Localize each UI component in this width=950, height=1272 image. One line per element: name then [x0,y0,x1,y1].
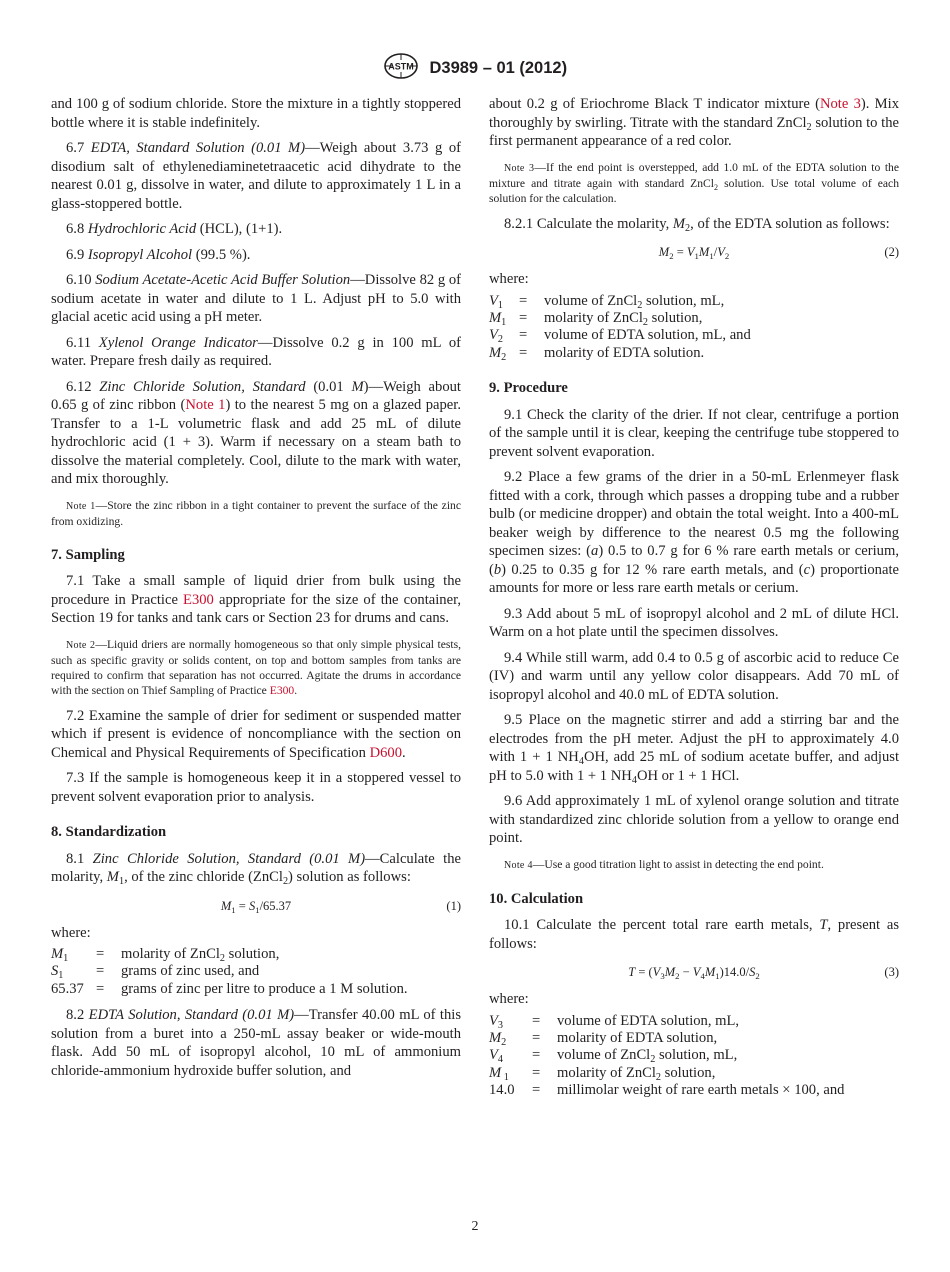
astm-logo-icon [383,52,419,85]
paragraph-6-7: 6.7 EDTA, Standard Solution (0.01 M)—Weigh about 3.73 g of disodium salt of ethylenediaminetetraacetic acid dihydrate to the nearest 0.01 g, dissolve in water, and dilute to approximately 1 L in a glass-stoppered bottle. [51,140,461,212]
d600-link[interactable]: D600 [369,744,402,761]
section-9-heading: 9. Procedure [489,380,568,397]
note-2: Note 2—Liquid driers are normally homogeneous so that only simple physical tests, such as specific gravity or solids content, on top and bottom samples from tanks are required to confirm that separation has not occurred. Agitate the drums in accordance with the section on Thief Sampling of Practice E300. [51,637,461,697]
definitions-2 [489,293,751,363]
paragraph-8-2-continued: about 0.2 g of Eriochrome Black T indicator mixture (Note 3). Mix thoroughly by swirling. Titrate with the standard ZnCl$_2$ solution to the first permanent appearance of a red color. [489,96,899,149]
standard-designation: D3989 – 01 (2012) [429,59,568,77]
note-3-link[interactable]: Note 3 [819,96,861,112]
paragraph-10-1: 10.1 Calculate the percent total rare earth metals, T, present as follows: [489,917,899,952]
e300-link-note[interactable]: E300 [269,683,295,697]
definition-row: $V_2$ = volume of EDTA solution, mL, and [489,327,751,346]
note-3: Note 3—If the end point is overstepped, add 1.0 mL of the EDTA solution to the mixture and titrate again with standard ZnCl$_2$ solution. Use total volume of each solution for the calculation. [489,160,899,205]
paragraph-continued: and 100 g of sodium chloride. Store the mixture in a tightly stoppered bottle where it is stable indefinitely. [51,96,461,131]
equation-2-number: (2) [884,245,899,259]
definition-row: $M_2$ = molarity of EDTA solution. [489,344,705,363]
equation-3-number: (3) [884,965,899,980]
left-column [51,95,461,1087]
paragraph-7-3: 7.3 If the sample is homogeneous keep it in a stoppered vessel to prevent solvent evaporation prior to analysis. [51,770,461,805]
definition-row: 14.0 = millimolar weight of rare earth metals × 100, and [489,1082,845,1099]
paragraph-9-2: 9.2 Place a few grams of the drier in a 50-mL Erlenmeyer flask fitted with a cork, through which passes a dropping tube and a rubber bulb (or medicine dropper) and obtain the total weight. Into a 400-mL beaker weigh by difference to the nearest 0.5 mg the following specimen sizes: (a) 0.5 to 0.7 g for 6 % rare earth metals or cerium, (b) 0.25 to 0.35 g for 12 % rare earth metals, and (c) proportionate amounts for more or less rare earth metals or cerium. [489,469,899,597]
definition-row: $S_1$ = grams of zinc used, and [51,963,260,982]
note-1-link[interactable]: Note 1 [185,397,226,413]
equation-2: $M_2 = V_1M_1/V_2$ (2) [658,245,899,261]
section-7-heading: 7. Sampling [51,546,125,563]
equation-1: $M_1 = S_1/65.37$ (1) [220,898,461,915]
paragraph-6-11: 6.11 Xylenol Orange Indicator—Dissolve 0.2 g in 100 mL of water. Prepare fresh daily as required. [51,334,461,369]
definition-row: 65.37 = grams of zinc per litre to produce a 1 M solution. [51,980,408,997]
paragraph-7-2: 7.2 Examine the sample of drier for sediment or suspended matter which if present is evidence of noncompliance with the section on Chemical and Physical Requirements of Specification D600. [51,707,461,761]
section-10-heading: 10. Calculation [489,890,584,907]
paragraph-6-8: 6.8 Hydrochloric Acid (HCL), (1+1). [66,221,283,237]
definitions-3 [489,1013,844,1100]
where-label-1: where: [51,924,91,941]
paragraph-9-1: 9.1 Check the clarity of the drier. If not clear, centrifuge a portion of the sample until it is clear, keeping the centrifuge tube stoppered to prevent solvent evaporation. [489,406,899,460]
page-header [0,52,950,85]
note-4: Note 4—Use a good titration light to assist in detecting the end point. [504,857,824,871]
page-number: 2 [471,1219,479,1234]
svg-text:ASTM: ASTM [388,61,414,72]
equation-1-number: (1) [446,898,461,913]
note-1: Note 1—Store the zinc ribbon in a tight container to prevent the surface of the zinc from oxidizing. [51,498,461,528]
where-label-3: where: [489,991,529,1008]
definitions-1 [51,946,408,998]
paragraph-9-6: 9.6 Add approximately 1 mL of xylenol orange solution and titrate with standardized zinc chloride solution from a yellow to orange end point. [489,793,899,847]
paragraph-9-3: 9.3 Add about 5 mL of isopropyl alcohol and 2 mL of dilute HCl. Warm on a hot plate until the specimen dissolves. [489,605,899,641]
definition-row: $V_3$ = volume of EDTA solution, mL, [489,1012,740,1031]
right-column [489,95,899,1108]
definition-row: $M_1$ = molarity of ZnCl$_2$ solution, [489,309,703,328]
where-label-2: where: [489,271,529,287]
paragraph-9-4: 9.4 While still warm, add 0.4 to 0.5 g of ascorbic acid to reduce Ce (IV) and warm until any yellow color disappears. Add 70 mL of isopropyl alcohol and 40.0 mL of EDTA solution. [489,649,899,703]
paragraph-6-10: 6.10 Sodium Acetate-Acetic Acid Buffer Solution—Dissolve 82 g of sodium acetate in water and dilute to 1 L. Adjust pH to 5.0 with glacial acetic acid using a pH meter. [51,272,461,325]
definition-row: $M_1$ = molarity of ZnCl$_2$ solution, [51,946,280,964]
e300-link[interactable]: E300 [183,591,214,608]
definition-row: $V_4$ = volume of ZnCl$_2$ solution, mL, [489,1047,738,1066]
definition-row: M $_1$ = molarity of ZnCl$_2$ solution, [489,1064,716,1083]
section-8-heading: 8. Standardization [51,824,167,840]
definition-row: $M_2$ = molarity of EDTA solution, [489,1030,718,1049]
equation-3: $T = (V_3M_2 - V_4M_1)14.0/S_2$ (3) [628,965,899,982]
paragraph-9-5: 9.5 Place on the magnetic stirrer and add a stirring bar and the electrodes from the pH meter. Adjust the pH to approximately 4.0 with 1 + 1 $NH_4OH$, add 25 mL of sodium acetate buffer, and adjust pH to 5.0 with 1 + 1 $NH_4OH$ or 1 + 1 HCl. [489,712,899,786]
paragraph-7-1: 7.1 Take a small sample of liquid drier from bulk using the procedure in Practice E300 appropriate for the size of the container, Section 19 for tanks and tank cars or Section 23 for drums and cans. [51,573,461,626]
paragraph-8-2: 8.2 EDTA Solution, Standard (0.01 M)—Transfer 40.00 mL of this solution from a buret into a 250-mL assay beaker or wide-mouth flask. Add 50 mL of isopropyl alcohol, 10 mL of ammonium chloride-ammonium hydroxide buffer solution, and [51,1007,462,1079]
paragraph-8-2-1: 8.2.1 Calculate the molarity, $M_2$, of the EDTA solution as follows: [504,215,890,234]
definition-row: $V_1$ = volume of ZnCl$_2$ solution, mL, [489,292,725,311]
paragraph-8-1: 8.1 Zinc Chloride Solution, Standard (0.01 M)—Calculate the molarity, $M_1$, of the zinc chloride (ZnCl$_2$) solution as follows: [51,850,461,887]
paragraph-6-9: 6.9 Isopropyl Alcohol (99.5 %). [66,246,251,263]
paragraph-6-12: 6.12 Zinc Chloride Solution, Standard (0.01 M)—Weigh about 0.65 g of zinc ribbon (Note 1) to the nearest 5 mg on a glazed paper. Transfer to a 1-L volumetric flask and add 25 mL of dilute hydrochloric acid (1 + 3). Warm if necessary on a steam bath to dissolve the material completely. Cool, dilute to the mark with water, and mix thoroughly. [51,378,461,487]
